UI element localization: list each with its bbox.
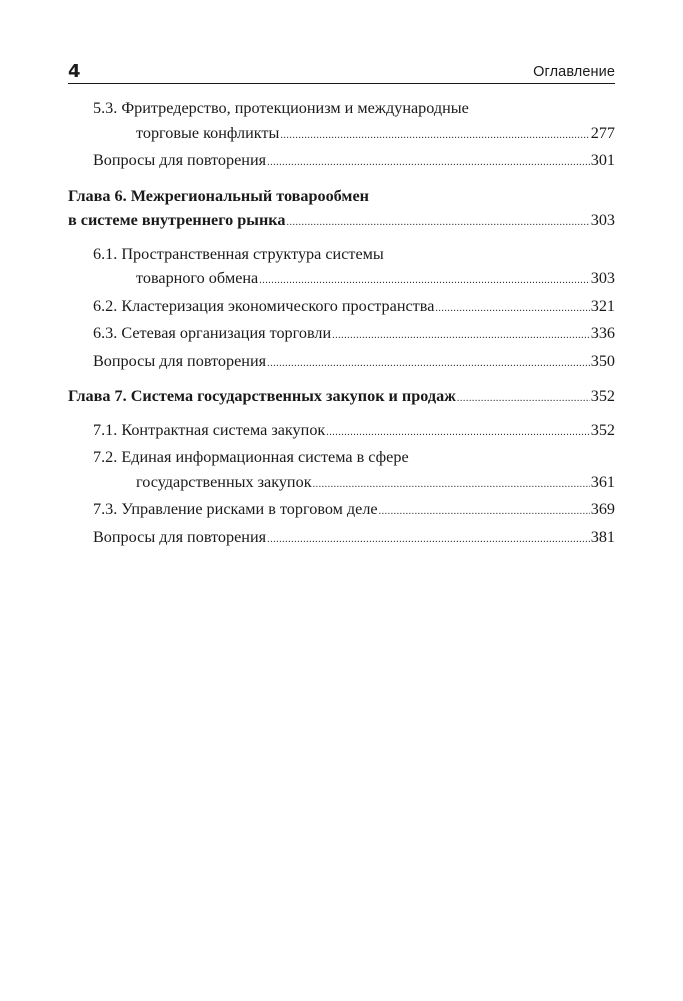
dot-leader bbox=[313, 473, 590, 498]
page-number: 4 bbox=[68, 61, 81, 82]
toc-entry-title: 5.3. Фритредерство, протекционизм и международные bbox=[93, 99, 469, 117]
toc-page-number: 350 bbox=[590, 351, 615, 370]
toc-entry-title: Вопросы для повторения bbox=[93, 351, 267, 370]
dot-leader bbox=[379, 500, 590, 525]
toc-entry-6-2[interactable] bbox=[93, 294, 615, 322]
dot-leader bbox=[326, 421, 589, 446]
toc-entry-7-3[interactable] bbox=[93, 497, 615, 525]
toc-page-number: 352 bbox=[590, 420, 615, 439]
toc-chapter-6[interactable] bbox=[68, 184, 615, 236]
toc-entry-title: 6.1. Пространственная структура системы bbox=[93, 244, 384, 263]
toc-entry-questions-ch7[interactable] bbox=[93, 525, 615, 553]
toc-entry-questions-ch6[interactable] bbox=[93, 349, 615, 377]
toc-page-number: 277 bbox=[590, 123, 615, 142]
toc-entry-title: 6.3. Сетевая организация торговли bbox=[93, 324, 332, 342]
toc-entry-title: 7.1. Контрактная система закупок bbox=[93, 420, 326, 439]
toc-entry-title: 6.2. Кластеризация экономического пространства bbox=[93, 296, 435, 315]
toc-entry-6-1[interactable] bbox=[93, 242, 615, 294]
toc-chapter-title: Глава 7. Система государственных закупок и продаж bbox=[68, 387, 456, 405]
toc-entry-5-3[interactable] bbox=[93, 96, 615, 148]
running-title: Оглавление bbox=[533, 64, 615, 80]
toc-entry-6-3[interactable] bbox=[93, 321, 615, 349]
toc-page-number: 381 bbox=[590, 527, 615, 546]
header-rule bbox=[68, 83, 615, 84]
toc-page-number: 303 bbox=[590, 211, 615, 229]
toc-chapter-7[interactable] bbox=[68, 384, 615, 412]
dot-leader bbox=[286, 211, 589, 236]
toc-chapter-title-cont: в системе внутреннего рынка bbox=[68, 211, 286, 229]
toc-entry-title-cont: торговые конфликты bbox=[136, 123, 280, 142]
toc-entry-7-2[interactable] bbox=[93, 445, 615, 497]
toc-entry-title: Вопросы для повторения bbox=[93, 527, 267, 546]
dot-leader bbox=[267, 352, 590, 377]
toc-entry-title: 7.2. Единая информационная система в сфере bbox=[93, 448, 409, 466]
dot-leader bbox=[267, 528, 590, 553]
toc-page-number: 336 bbox=[590, 324, 615, 342]
dot-leader bbox=[332, 324, 590, 349]
toc-page-number: 352 bbox=[590, 387, 615, 405]
dot-leader bbox=[267, 151, 590, 176]
dot-leader bbox=[259, 269, 589, 294]
toc-page-number: 303 bbox=[590, 269, 615, 287]
toc-entry-questions-ch5[interactable] bbox=[93, 148, 615, 176]
table-of-contents bbox=[68, 96, 615, 552]
toc-entry-title-cont: товарного обмена bbox=[136, 269, 259, 287]
toc-page-number: 369 bbox=[590, 500, 615, 518]
dot-leader bbox=[457, 387, 590, 412]
toc-entry-title-cont: государственных закупок bbox=[136, 472, 312, 491]
toc-chapter-title: Глава 6. Межрегиональный товарообмен bbox=[68, 186, 369, 205]
toc-page-number: 301 bbox=[590, 151, 615, 169]
toc-page-number: 361 bbox=[590, 472, 615, 491]
toc-entry-title: Вопросы для повторения bbox=[93, 151, 267, 169]
toc-entry-title: 7.3. Управление рисками в торговом деле bbox=[93, 500, 378, 518]
dot-leader bbox=[280, 124, 589, 149]
page-header bbox=[68, 57, 615, 81]
toc-page-number: 321 bbox=[590, 296, 615, 315]
toc-entry-7-1[interactable] bbox=[93, 418, 615, 446]
dot-leader bbox=[435, 297, 589, 322]
